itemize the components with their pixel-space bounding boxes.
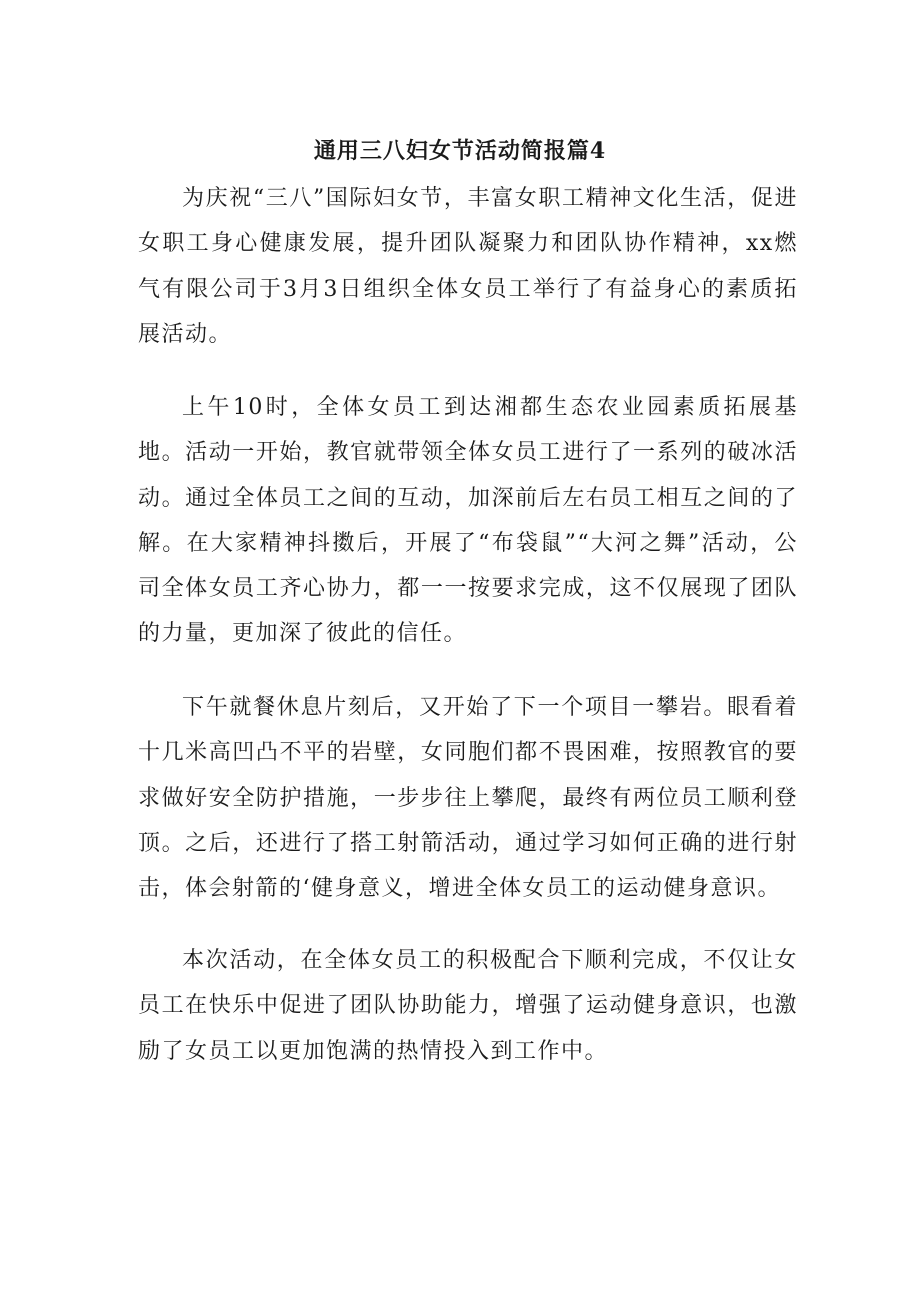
paragraph-morning-activities: 上午10时，全体女员工到达湘都生态农业园素质拓展基地。活动一开始，教官就带领全体女员工进行了一系列的破冰活动。通过全体员工之间的互动，加深前后左右员工相互之间的了解。在大家精神抖擞后，开展了“布袋鼠”“大河之舞”活动，公司全体女员工齐心协力，都一一按要求完成，这不仅展现了团队的力量，更加深了彼此的信任。 xyxy=(138,395,798,647)
document-title: 通用三八妇女节活动简报篇4 xyxy=(313,138,607,164)
paragraph-opening: 为庆祝“三八”国际妇女节，丰富女职工精神文化生活，促进女职工身心健康发展，提升团队凝聚力和团队协作精神，xx燃气有限公司于3月3日组织全体女员工举行了有益身心的素质拓展活动。 xyxy=(138,186,798,347)
paragraph-afternoon-activities: 下午就餐休息片刻后，又开始了下一个项目一攀岩。眼看着十几米高凹凸不平的岩壁，女同胞们都不畏困难，按照教官的要求做好安全防护措施，一步步往上攀爬，最终有两位员工顺利登顶。之后，还进行了搭工射箭活动，通过学习如何正确的进行射击，体会射箭的‘健身意义，增进全体女员工的运动健身意识。 xyxy=(138,695,798,902)
paragraph-conclusion: 本次活动，在全体女员工的积极配合下顺利完成，不仅让女员工在快乐中促进了团队协助能力，增强了运动健身意识，也激励了女员工以更加饱满的热情投入到工作中。 xyxy=(138,948,798,1064)
